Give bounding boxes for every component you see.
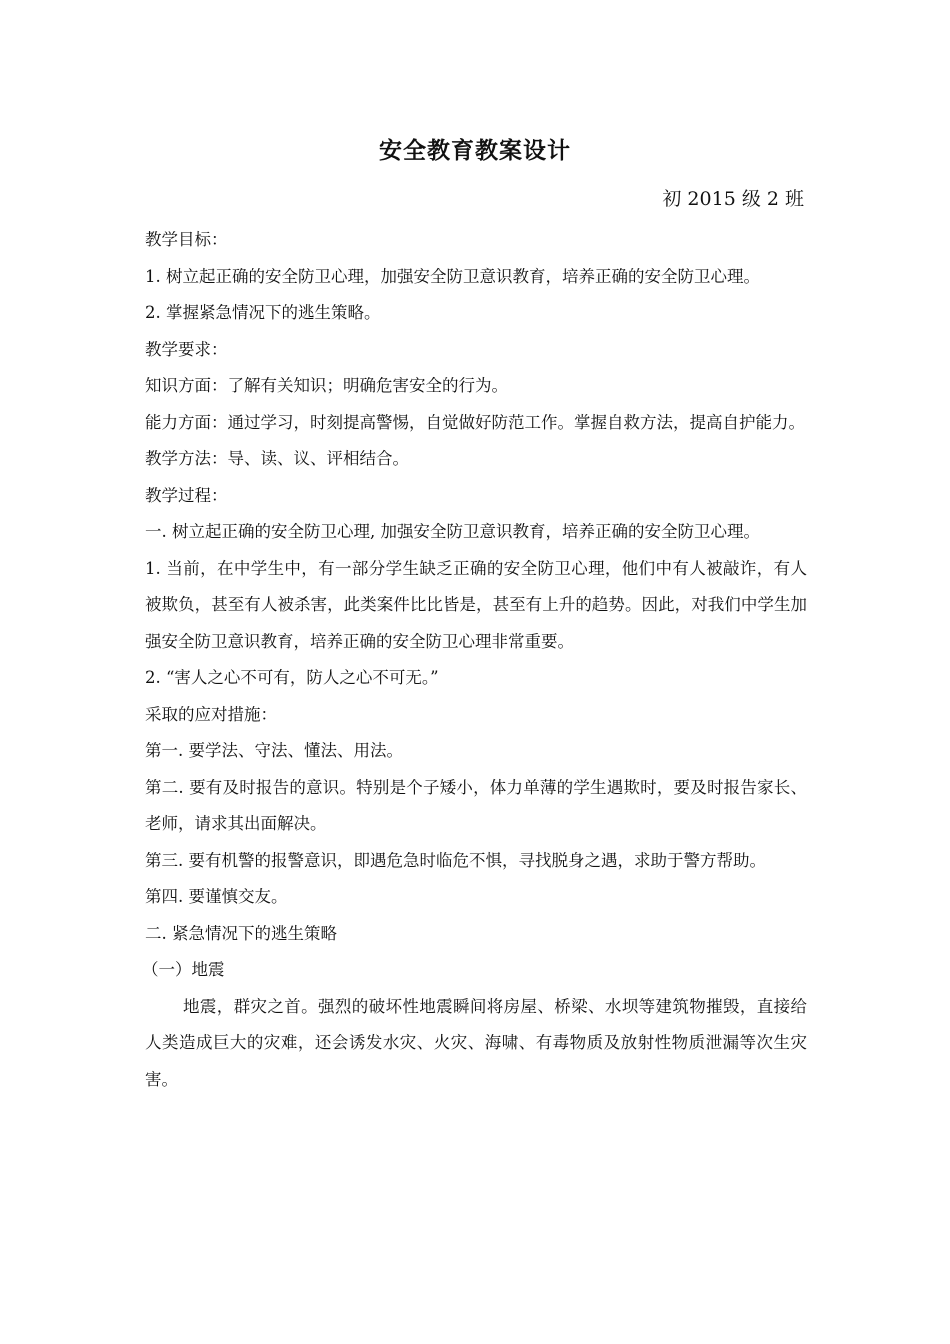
section-1-heading: 一. 树立起正确的安全防卫心理, 加强安全防卫意识教育，培养正确的安全防卫心理。 xyxy=(145,522,760,541)
document-body xyxy=(142,222,807,1098)
section-2-heading: 二. 紧急情况下的逃生策略 xyxy=(145,923,337,943)
requirement-ability: 能力方面：通过学习，时刻提高警惕，自觉做好防范工作。掌握自救方法，提高自护能力。 xyxy=(145,412,805,432)
measure-1: 第一. 要学法、守法、懂法、用法。 xyxy=(145,741,403,760)
teaching-method: 教学方法：导、读、议、评相结合。 xyxy=(145,449,409,468)
requirement-knowledge: 知识方面：了解有关知识；明确危害安全的行为。 xyxy=(145,376,508,395)
earthquake-paragraph: 地震，群灾之首。强烈的破坏性地震瞬间将房屋、桥梁、水坝等建筑物摧毁，直接给人类造成巨大的灾难，还会诱发水灾、火灾、海啸、有毒物质及放射性物质泄漏等次生灾害。 xyxy=(145,996,807,1089)
section-1-point-1: 1. 当前，在中学生中，有一部分学生缺乏正确的安全防卫心理，他们中有人被敲诈，有人被欺负，甚至有人被杀害，此类案件比比皆是，甚至有上升的趋势。因此，对我们中学生加强安全防卫意识教育，培养正确的安全防卫心理非常重要。 xyxy=(145,558,807,651)
section-1-point-2: 2. “害人之心不可有，防人之心不可无。” xyxy=(145,668,439,687)
document-title: 安全教育教案设计 xyxy=(379,137,571,164)
measures-heading: 采取的应对措施： xyxy=(145,704,277,724)
goal-item-1: 1. 树立起正确的安全防卫心理，加强安全防卫意识教育，培养正确的安全防卫心理。 xyxy=(145,266,760,286)
heading-teaching-process: 教学过程： xyxy=(145,485,228,505)
measure-4: 第四. 要谨慎交友。 xyxy=(145,887,288,906)
class-label: 初 2015 级 2 班 xyxy=(662,188,804,210)
heading-teaching-requirements: 教学要求： xyxy=(145,339,228,359)
measure-3: 第三. 要有机警的报警意识，即遇危急时临危不惧，寻找脱身之遇，求助于警方帮助。 xyxy=(145,850,766,870)
measure-2: 第二. 要有及时报告的意识。特别是个子矮小，体力单薄的学生遇欺时，要及时报告家长、老师，请求其出面解决。 xyxy=(145,777,807,833)
subsection-earthquake-heading: （一）地震 xyxy=(142,960,225,979)
goal-item-2: 2. 掌握紧急情况下的逃生策略。 xyxy=(145,303,381,322)
heading-teaching-goals: 教学目标： xyxy=(145,230,228,249)
